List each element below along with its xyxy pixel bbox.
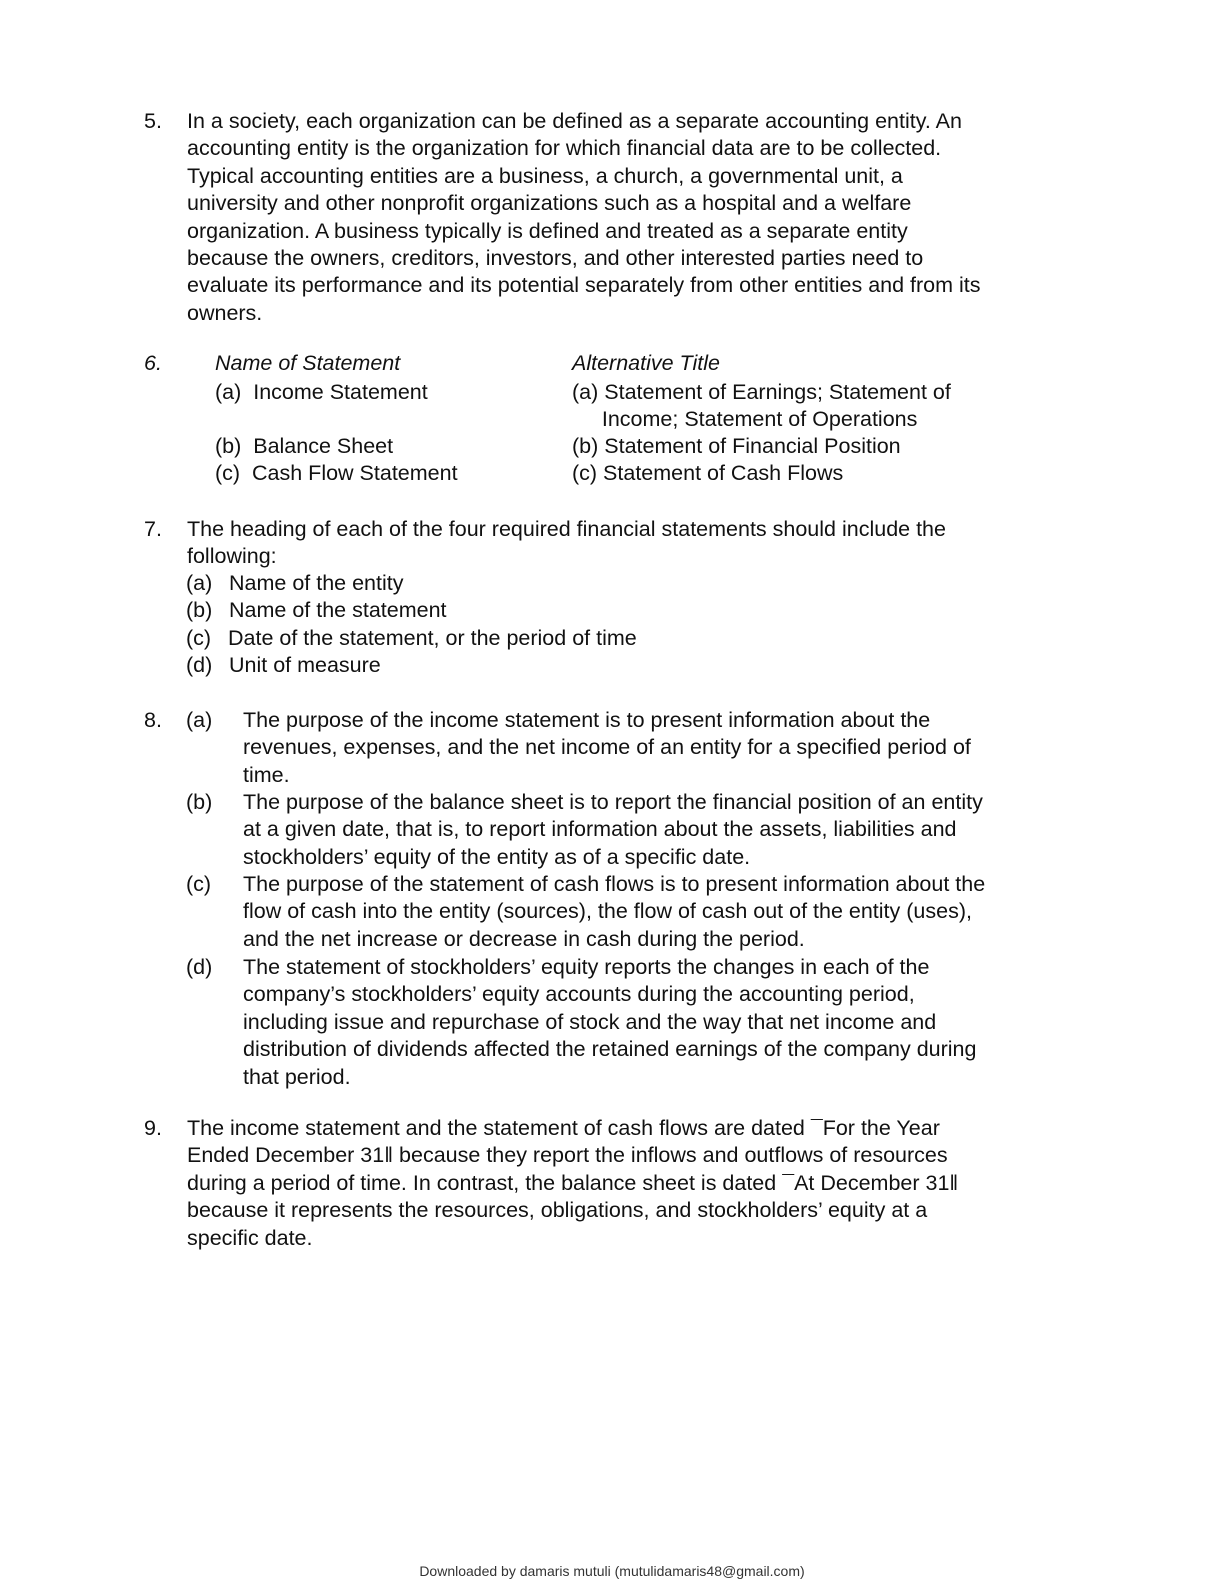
q7-item-text: Date of the statement, or the period of time xyxy=(228,626,637,650)
q8-line: and the net increase or decrease in cash during the period. xyxy=(243,926,805,951)
q8-line: time. xyxy=(243,762,290,787)
q8-item-letter: (b) xyxy=(186,790,213,814)
q5-line: because the owners, creditors, investors, and other interested parties need to xyxy=(187,246,924,271)
q8-line: The purpose of the balance sheet is to report the financial position of an entity xyxy=(243,790,983,814)
q9-line: Ended December 31‖ because they report the inflows and outflows of resources xyxy=(187,1143,948,1168)
q5-number: 5. xyxy=(144,109,162,133)
q7-intro-line: The heading of each of the four required financial statements should include the xyxy=(187,517,946,541)
q8-item-text xyxy=(243,789,1073,871)
q8-line: distribution of dividends affected the retained earnings of the company during xyxy=(243,1037,977,1062)
q6-header-right: Alternative Title xyxy=(572,351,720,375)
q5-line: university and other nonprofit organizations such as a hospital and a welfare xyxy=(187,191,912,216)
q9-number: 9. xyxy=(144,1116,162,1140)
q9-line: because it represents the resources, obligations, and stockholders’ equity at a xyxy=(187,1198,928,1223)
q8-line: company’s stockholders’ equity accounts during the accounting period, xyxy=(243,982,915,1007)
q8-item-letter: (d) xyxy=(186,955,213,979)
q9-line: during a period of time. In contrast, the balance sheet is dated ¯At December 31‖ xyxy=(187,1170,959,1195)
q7-item-letter: (c) xyxy=(186,626,212,650)
q8-item-letter: (a) xyxy=(186,708,213,732)
q8-line: The purpose of the statement of cash flows is to present information about the xyxy=(243,872,986,896)
q8-number: 8. xyxy=(144,708,162,732)
q7-intro xyxy=(187,516,1077,571)
q6-row-a-right xyxy=(572,379,951,434)
q7-number: 7. xyxy=(144,517,162,541)
q6-row-b-left: (b) Balance Sheet xyxy=(215,434,394,458)
q6-row-c-left: (c) Cash Flow Statement xyxy=(215,461,458,485)
q5-line: evaluate its performance and its potential separately from other entities and from its xyxy=(187,273,981,298)
q9-line: The income statement and the statement of cash flows are dated ¯For the Year xyxy=(187,1116,940,1140)
q9-line: specific date. xyxy=(187,1225,313,1250)
q6-row-a-left: (a) Income Statement xyxy=(215,380,428,404)
q7-item-letter: (a) xyxy=(186,571,213,595)
q8-line: stockholders’ equity of the entity as of a specific date. xyxy=(243,844,751,869)
q6-row-a-right-line: (a) Statement of Earnings; Statement of xyxy=(572,380,951,404)
q6-header-left: Name of Statement xyxy=(215,351,401,375)
q8-line: revenues, expenses, and the net income of an entity for a specified period of xyxy=(243,735,971,760)
q8-line: at a given date, that is, to report information about the assets, liabilities and xyxy=(243,817,957,842)
q6-row-b-right: (b) Statement of Financial Position xyxy=(572,434,901,458)
q8-item-text xyxy=(243,707,1073,789)
q9-paragraph xyxy=(187,1115,1077,1252)
q8-line: flow of cash into the entity (sources), the flow of cash out of the entity (uses), xyxy=(243,899,972,924)
download-footer: Downloaded by damaris mutuli (mutulidamaris48@gmail.com) xyxy=(419,1563,805,1579)
q6-number: 6. xyxy=(144,351,162,375)
q8-line: The purpose of the income statement is to present information about the xyxy=(243,708,931,732)
q7-item-text: Name of the statement xyxy=(229,598,447,622)
q5-line: owners. xyxy=(187,300,263,325)
q8-item-text xyxy=(243,954,1073,1091)
q6-row-c-right: (c) Statement of Cash Flows xyxy=(572,461,844,485)
q5-line: In a society, each organization can be defined as a separate accounting entity. An xyxy=(187,109,962,133)
q8-line: including issue and repurchase of stock and the way that net income and xyxy=(243,1009,937,1034)
q6-row-a-right-line: Income; Statement of Operations xyxy=(572,407,918,432)
q7-item-letter: (d) xyxy=(186,653,213,677)
q5-paragraph xyxy=(187,108,1077,327)
q8-line: that period. xyxy=(243,1064,351,1089)
q7-item-letter: (b) xyxy=(186,598,213,622)
q7-intro-line: following: xyxy=(187,544,277,569)
q7-item-text: Name of the entity xyxy=(229,571,404,595)
q5-line: accounting entity is the organization for which financial data are to be collected. xyxy=(187,136,942,161)
q8-line: The statement of stockholders’ equity reports the changes in each of the xyxy=(243,955,930,979)
q5-line: organization. A business typically is defined and treated as a separate entity xyxy=(187,218,908,243)
q8-item-letter: (c) xyxy=(186,872,212,896)
q7-item-text: Unit of measure xyxy=(229,653,381,677)
q5-line: Typical accounting entities are a business, a church, a governmental unit, a xyxy=(187,163,903,188)
q8-item-text xyxy=(243,871,1073,953)
